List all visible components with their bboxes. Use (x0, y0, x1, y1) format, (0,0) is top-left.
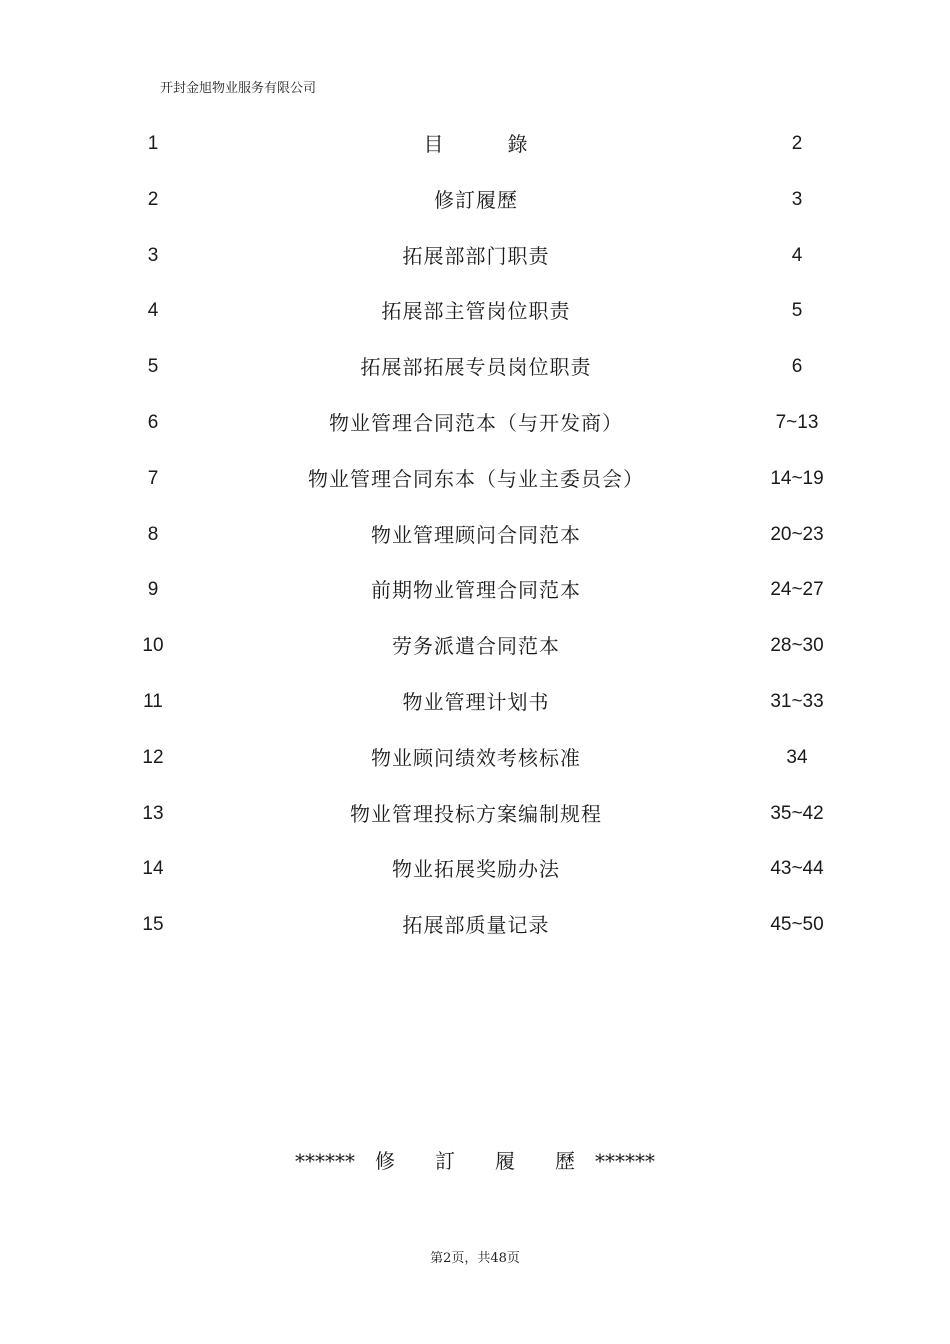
toc-page: 6 (791, 356, 803, 378)
toc-row (0, 618, 950, 674)
toc-page: 45~50 (770, 914, 824, 936)
toc-page: 3 (791, 188, 803, 210)
toc-page: 7~13 (775, 411, 819, 433)
toc-row (0, 786, 950, 842)
toc-page: 14~19 (770, 467, 824, 489)
toc-row (0, 228, 950, 284)
toc-number: 4 (147, 300, 159, 322)
toc-title: 物业拓展奖励办法 (392, 857, 560, 882)
toc-title: 拓展部质量记录 (402, 913, 550, 938)
toc-number: 11 (143, 690, 163, 712)
toc-page: 2 (791, 133, 803, 154)
toc-number: 9 (147, 579, 159, 601)
toc-row (0, 283, 950, 339)
toc-title: 前期物业管理合同范本 (371, 578, 581, 603)
toc-row (0, 395, 950, 451)
toc-row (0, 116, 950, 172)
toc-page: 43~44 (770, 858, 824, 880)
toc-page: 24~27 (770, 579, 824, 601)
toc-number: 10 (142, 635, 164, 657)
toc-page: 20~23 (770, 523, 824, 545)
toc-number: 8 (147, 523, 159, 545)
toc-title: 拓展部拓展专员岗位职责 (360, 355, 592, 380)
toc-row (0, 562, 950, 618)
toc-title: 修訂履歷 (434, 187, 518, 212)
toc-row (0, 451, 950, 507)
toc-row (0, 897, 950, 953)
toc-title: 拓展部主管岗位职责 (381, 299, 571, 324)
toc-number: 7 (147, 467, 159, 489)
toc-number: 5 (147, 356, 159, 378)
toc-number: 12 (142, 746, 164, 768)
revision-history-heading: ****** 修 訂 履 歷 ****** (295, 1149, 655, 1173)
toc-row (0, 172, 950, 228)
toc-title: 劳务派遣合同范本 (392, 634, 560, 659)
toc-number: 13 (142, 802, 164, 824)
toc-title: 目 錄 (423, 132, 529, 156)
toc-title: 物业管理投标方案编制规程 (350, 801, 602, 826)
toc-number: 2 (147, 188, 159, 210)
toc-page: 35~42 (770, 802, 824, 824)
toc-number: 15 (142, 914, 164, 936)
toc-title: 物业管理合同范本（与开发商） (329, 410, 623, 435)
page-footer: 第2页，共48页 (430, 1251, 520, 1266)
toc-title: 拓展部部门职责 (402, 243, 550, 268)
toc-title: 物业管理顾问合同范本 (371, 522, 581, 547)
toc-page: 31~33 (770, 690, 824, 712)
toc-row (0, 507, 950, 563)
toc-number: 14 (142, 858, 164, 880)
toc-row (0, 339, 950, 395)
toc-page: 4 (791, 244, 803, 266)
toc-number: 1 (147, 133, 159, 154)
toc-page: 34 (786, 746, 808, 768)
toc-row (0, 841, 950, 897)
toc-page: 28~30 (770, 635, 824, 657)
toc-row (0, 674, 950, 730)
page-header: 开封金旭物业服务有限公司 (160, 81, 317, 96)
toc-number: 6 (147, 411, 159, 433)
toc-title: 物业顾问绩效考核标准 (371, 745, 581, 770)
toc-title: 物业管理计划书 (402, 689, 550, 714)
toc-number: 3 (147, 244, 159, 266)
table-of-contents (0, 116, 950, 953)
toc-title: 物业管理合同东本（与业主委员会） (308, 466, 644, 491)
toc-row (0, 730, 950, 786)
toc-page: 5 (791, 300, 803, 322)
